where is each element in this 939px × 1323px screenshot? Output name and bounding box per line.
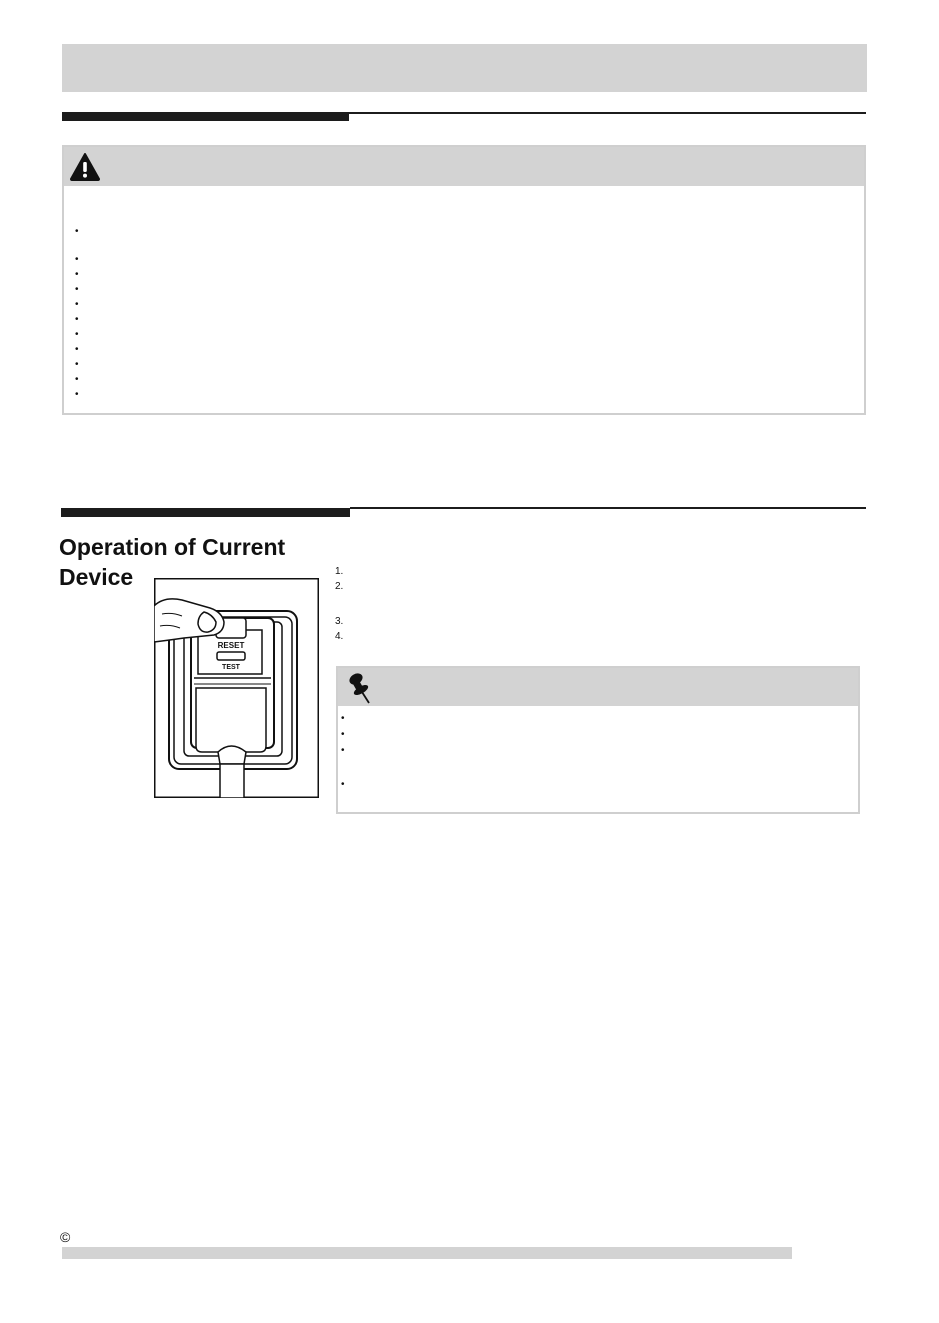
current-device-illustration <box>154 578 319 798</box>
reset-label: RESET <box>217 641 245 650</box>
warning-bullet: • <box>75 389 79 400</box>
test-label: TEST <box>222 664 240 671</box>
warning-bullet: • <box>75 374 79 385</box>
warning-bullet: • <box>75 314 79 325</box>
section-rule-thick <box>62 112 349 121</box>
step-number: 1. <box>335 566 344 577</box>
warning-box <box>62 145 866 415</box>
warning-bullet: • <box>75 329 79 340</box>
pushpin-icon <box>342 670 376 704</box>
section-title-line-2: Device <box>59 564 134 590</box>
warning-bullet: • <box>75 269 79 280</box>
warning-triangle-icon <box>69 152 101 182</box>
warning-bullet: • <box>75 254 79 265</box>
warning-bullet: • <box>75 284 79 295</box>
note-header <box>338 668 858 706</box>
step-number: 2. <box>335 581 344 592</box>
note-bullet: • <box>341 745 345 756</box>
note-bullet: • <box>341 729 345 740</box>
section-rule-thin <box>349 112 866 114</box>
warning-bullet: • <box>75 344 79 355</box>
section-rule-thin <box>350 507 866 509</box>
copyright-icon: © <box>60 1229 71 1245</box>
warning-bullet: • <box>75 226 79 237</box>
warning-header <box>64 147 864 186</box>
step-number: 4. <box>335 631 344 642</box>
note-bullet: • <box>341 779 345 790</box>
warning-bullet: • <box>75 359 79 370</box>
section-rule-thick <box>61 508 350 517</box>
step-number: 3. <box>335 616 344 627</box>
note-box <box>336 666 860 814</box>
warning-bullet: • <box>75 299 79 310</box>
footer-bar <box>62 1247 792 1259</box>
page-header-band <box>62 44 867 92</box>
section-title-line-1: Operation of Current <box>59 534 286 560</box>
note-bullet: • <box>341 713 345 724</box>
